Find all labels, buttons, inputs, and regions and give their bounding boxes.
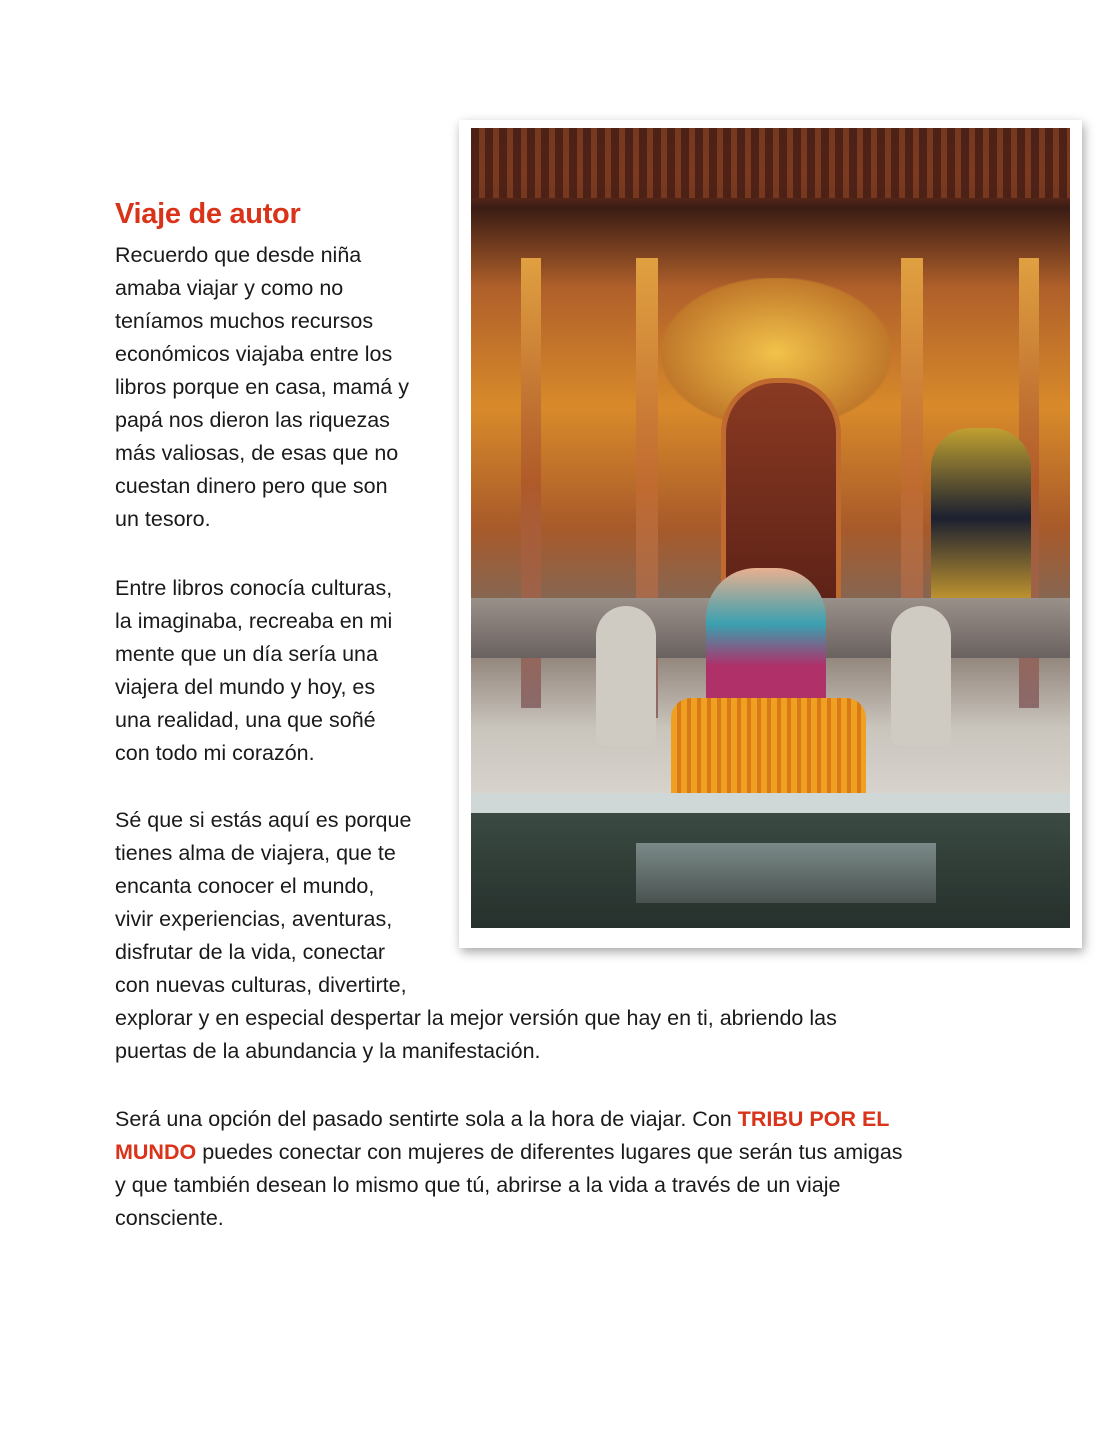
brand-name: TRIBU POR EL <box>737 1107 890 1131</box>
body-line: explorar y en especial despertar la mejor versión que hay en ti, abriendo las <box>115 1006 837 1030</box>
temple-photo <box>471 128 1070 928</box>
body-line: mente que un día sería una <box>115 642 378 666</box>
body-line: vivir experiencias, aventuras, <box>115 907 393 931</box>
closing-line: y que también desean lo mismo que tú, abrirse a la vida a través de un viaje <box>115 1173 841 1197</box>
body-line: viajera del mundo y hoy, es <box>115 675 376 699</box>
body-line: más valiosas, de esas que no <box>115 441 399 465</box>
body-line: Entre libros conocía culturas, <box>115 576 393 600</box>
body-line: teníamos muchos recursos <box>115 309 374 333</box>
closing-line: consciente. <box>115 1206 224 1230</box>
body-line: encanta conocer el mundo, <box>115 874 375 898</box>
text: puedes conectar con mujeres de diferentes lugares que serán tus amigas <box>196 1140 903 1164</box>
body-line: cuestan dinero pero que son <box>115 474 388 498</box>
body-line: con todo mi corazón. <box>115 741 315 765</box>
body-line: disfrutar de la vida, conectar <box>115 940 386 964</box>
body-line: papá nos dieron las riquezas <box>115 408 390 432</box>
section-title: Viaje de autor <box>115 198 301 230</box>
body-line: amaba viajar y como no <box>115 276 344 300</box>
body-line: un tesoro. <box>115 507 211 531</box>
body-line: una realidad, una que soñé <box>115 708 376 732</box>
body-line: la imaginaba, recreaba en mi <box>115 609 393 633</box>
text: Será una opción del pasado sentirte sola a la hora de viajar. Con <box>115 1107 738 1131</box>
body-line: libros porque en casa, mamá y <box>115 375 409 399</box>
body-line: con nuevas culturas, divertirte, <box>115 973 407 997</box>
body-line: económicos viajaba entre los <box>115 342 393 366</box>
photo-frame <box>459 120 1082 948</box>
body-line: tienes alma de viajera, que te <box>115 841 396 865</box>
body-line: Sé que si estás aquí es porque <box>115 808 412 832</box>
closing-line <box>115 1103 889 1136</box>
closing-line <box>115 1136 903 1169</box>
body-line: puertas de la abundancia y la manifestación. <box>115 1039 541 1063</box>
body-line: Recuerdo que desde niña <box>115 243 362 267</box>
brand-name: MUNDO <box>115 1140 197 1164</box>
